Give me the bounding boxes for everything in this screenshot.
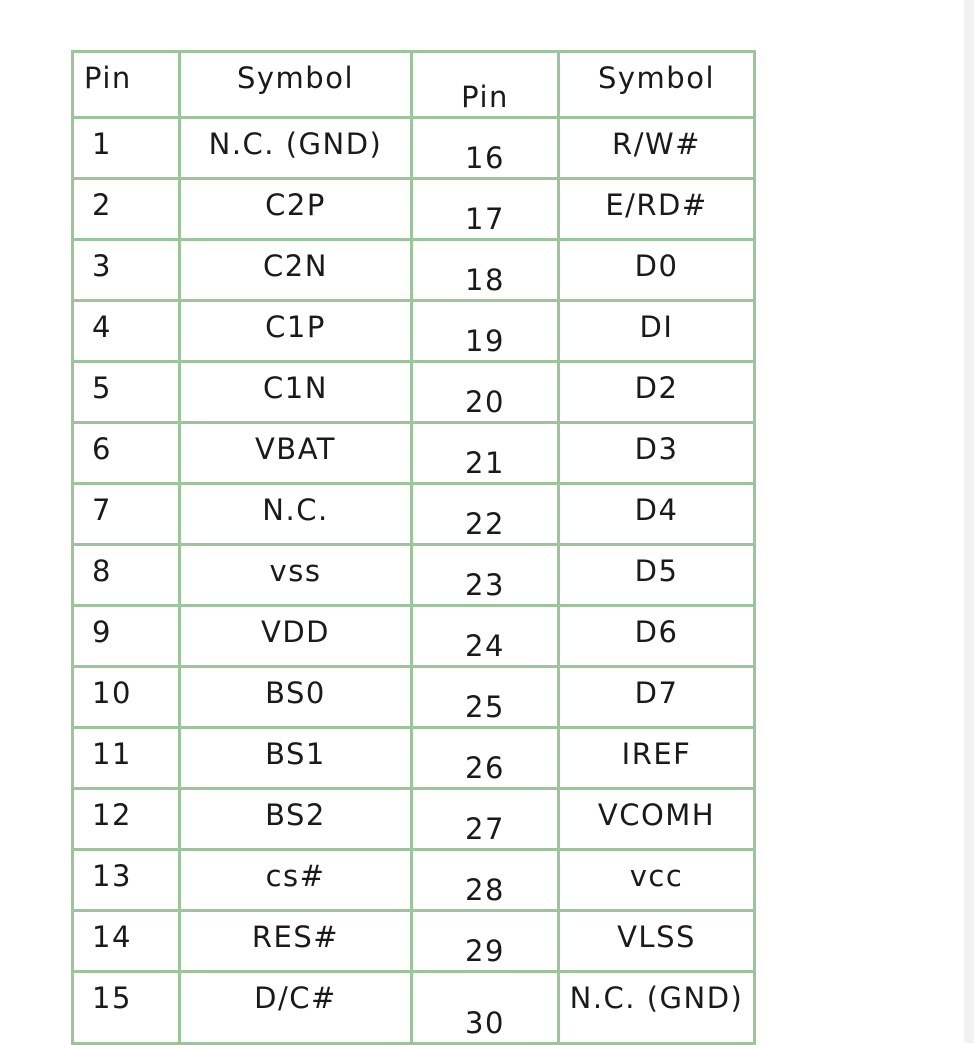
pin-symbol-right: IREF — [559, 728, 755, 789]
pin-symbol-left: RES# — [180, 911, 412, 972]
table-row — [73, 545, 755, 606]
pin-symbol-right: D6 — [559, 606, 755, 667]
pin-number-left: 9 — [73, 606, 180, 667]
table-row — [73, 240, 755, 301]
pin-symbol-right: D3 — [559, 423, 755, 484]
pin-number-right: 24 — [412, 606, 559, 667]
pin-number-left: 14 — [73, 911, 180, 972]
pin-number-right: 26 — [412, 728, 559, 789]
pin-symbol-left: N.C. (GND) — [180, 118, 412, 179]
pin-symbol-right: N.C. (GND) — [559, 972, 755, 1044]
table-row — [73, 179, 755, 240]
pin-number-left: 15 — [73, 972, 180, 1044]
pin-symbol-right: R/W# — [559, 118, 755, 179]
pin-symbol-right: E/RD# — [559, 179, 755, 240]
pin-number-right: 18 — [412, 240, 559, 301]
pin-symbol-left: VBAT — [180, 423, 412, 484]
pin-number-right: 22 — [412, 484, 559, 545]
pin-symbol-left: D/C# — [180, 972, 412, 1044]
pin-number-right: 25 — [412, 667, 559, 728]
pin-number-left: 10 — [73, 667, 180, 728]
pin-number-left: 1 — [73, 118, 180, 179]
page-edge — [964, 0, 974, 1043]
table-row — [73, 667, 755, 728]
table-row — [73, 911, 755, 972]
pin-symbol-right: D2 — [559, 362, 755, 423]
pin-number-left: 12 — [73, 789, 180, 850]
pin-symbol-right: vcc — [559, 850, 755, 911]
pin-symbol-left: BS1 — [180, 728, 412, 789]
header-pin-left: Pin — [73, 52, 180, 118]
header-symbol-right: Symbol — [559, 52, 755, 118]
pin-number-left: 4 — [73, 301, 180, 362]
pin-number-left: 7 — [73, 484, 180, 545]
pin-symbol-left: cs# — [180, 850, 412, 911]
pin-number-left: 5 — [73, 362, 180, 423]
pin-symbol-right: VCOMH — [559, 789, 755, 850]
pin-number-right: 30 — [412, 972, 559, 1044]
table-row — [73, 606, 755, 667]
pin-symbol-left: BS0 — [180, 667, 412, 728]
pin-symbol-left: C2N — [180, 240, 412, 301]
pin-symbol-left: C1N — [180, 362, 412, 423]
header-symbol-left: Symbol — [180, 52, 412, 118]
pin-number-right: 27 — [412, 789, 559, 850]
table-row — [73, 118, 755, 179]
table-row — [73, 301, 755, 362]
pin-number-left: 2 — [73, 179, 180, 240]
pin-number-right: 29 — [412, 911, 559, 972]
table-row — [73, 789, 755, 850]
pin-number-left: 6 — [73, 423, 180, 484]
pin-symbol-left: VDD — [180, 606, 412, 667]
pin-number-right: 28 — [412, 850, 559, 911]
pin-number-left: 3 — [73, 240, 180, 301]
pin-symbol-right: D7 — [559, 667, 755, 728]
pin-symbol-left: C2P — [180, 179, 412, 240]
pin-number-left: 13 — [73, 850, 180, 911]
table-row — [73, 728, 755, 789]
pin-number-right: 21 — [412, 423, 559, 484]
table-row — [73, 850, 755, 911]
pin-number-left: 11 — [73, 728, 180, 789]
header-pin-right: Pin — [412, 52, 559, 118]
pin-symbol-left: C1P — [180, 301, 412, 362]
table-row — [73, 972, 755, 1044]
pin-number-right: 17 — [412, 179, 559, 240]
pin-number-right: 16 — [412, 118, 559, 179]
pin-symbol-right: D4 — [559, 484, 755, 545]
pin-number-left: 8 — [73, 545, 180, 606]
table-row — [73, 362, 755, 423]
pin-assignment-table — [71, 50, 756, 1045]
pin-symbol-left: BS2 — [180, 789, 412, 850]
pin-symbol-right: DI — [559, 301, 755, 362]
pin-symbol-left: vss — [180, 545, 412, 606]
pin-number-right: 23 — [412, 545, 559, 606]
table-row — [73, 484, 755, 545]
table-header-row — [73, 52, 755, 118]
pin-number-right: 20 — [412, 362, 559, 423]
pin-symbol-right: D5 — [559, 545, 755, 606]
table-row — [73, 423, 755, 484]
pin-symbol-right: VLSS — [559, 911, 755, 972]
pin-symbol-right: D0 — [559, 240, 755, 301]
pin-symbol-left: N.C. — [180, 484, 412, 545]
pin-number-right: 19 — [412, 301, 559, 362]
